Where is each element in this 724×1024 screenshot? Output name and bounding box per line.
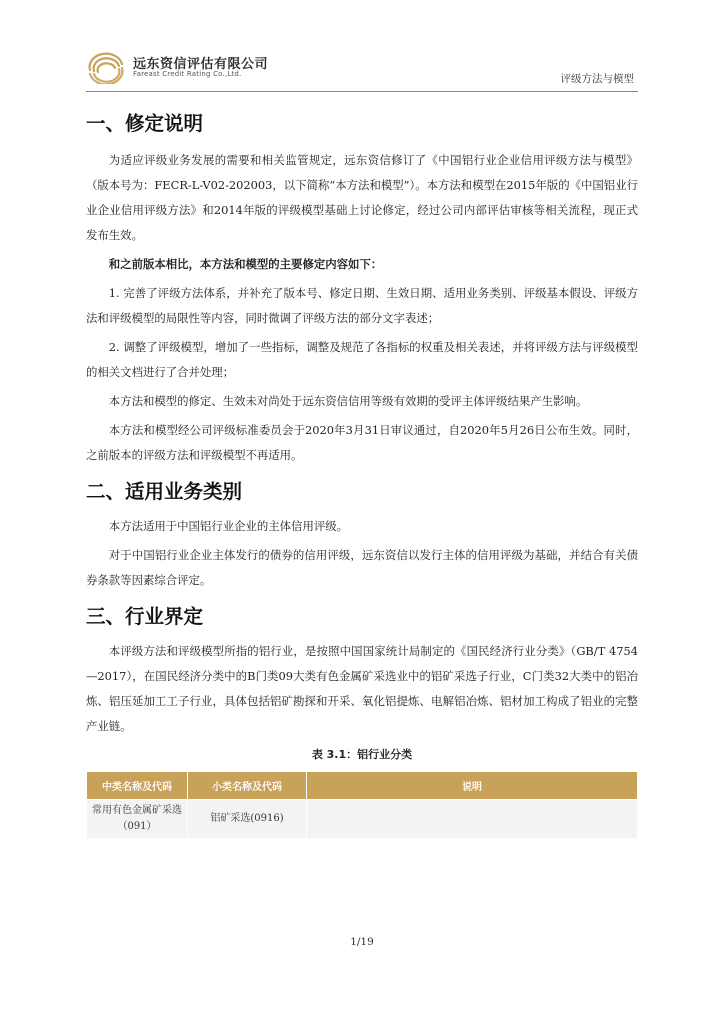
section-heading-revision: 一、修定说明 bbox=[86, 112, 204, 135]
section-heading-industry: 三、行业界定 bbox=[86, 605, 204, 628]
table-row bbox=[87, 800, 638, 839]
paragraph: 对于中国铝行业企业主体发行的债券的信用评级，远东资信以发行主体的信用评级为基础，并结合有关债券条款等因素综合评定。 bbox=[86, 548, 638, 587]
company-name-cn: 远东资信评估有限公司 bbox=[133, 57, 269, 72]
document-type-label: 评级方法与模型 bbox=[560, 73, 634, 85]
paragraph: 为适应评级业务发展的需要和相关监管规定，远东资信修订了《中国铝行业企业信用评级方法与模型》（版本号为：FECR-L-V02-202003，以下简称“本方法和模型”）。本方法和模型在2015年版的《中国铝业行业企业信用评级方法》和2014年版的评级模型基础上讨论修定，经过公司内部评估审核等相关流程，现正式发布生效。 bbox=[86, 153, 638, 242]
section-heading-scope: 二、适用业务类别 bbox=[86, 480, 243, 503]
paragraph: 1. 完善了评级方法体系，并补充了版本号、修定日期、生效日期、适用业务类别、评级基本假设、评级方法和评级模型的局限性等内容，同时微调了评级方法的部分文字表述； bbox=[86, 286, 638, 325]
header-divider bbox=[86, 91, 638, 92]
table-cell bbox=[307, 800, 638, 839]
table-cell: 常用有色金属矿采选（091） bbox=[87, 800, 188, 839]
column-header: 中类名称及代码 bbox=[87, 772, 188, 800]
table-header-row bbox=[87, 772, 638, 800]
column-header: 小类名称及代码 bbox=[188, 772, 307, 800]
table-caption: 表 3.1：铝行业分类 bbox=[311, 748, 413, 761]
page-header bbox=[86, 50, 638, 92]
concentric-ring-logo-icon bbox=[86, 50, 126, 84]
table-cell: 铝矿采选(0916) bbox=[188, 800, 307, 839]
paragraph: 本方法和模型的修定、生效未对尚处于远东资信信用等级有效期的受评主体评级结果产生影响。 bbox=[108, 394, 588, 408]
paragraph: 本方法和模型经公司评级标准委员会于2020年3月31日审议通过，自2020年5月26日公布生效。同时，之前版本的评级方法和评级模型不再适用。 bbox=[86, 423, 638, 462]
column-header: 说明 bbox=[307, 772, 638, 800]
paragraph: 2. 调整了评级模型，增加了一些指标，调整及规范了各指标的权重及相关表述，并将评级方法与评级模型的相关文档进行了合并处理； bbox=[86, 340, 638, 379]
paragraph-bold: 和之前版本相比，本方法和模型的主要修定内容如下： bbox=[108, 257, 383, 271]
industry-classification-table bbox=[86, 771, 638, 839]
company-name-en: Fareast Credit Rating Co.,Ltd. bbox=[133, 70, 242, 78]
paragraph: 本方法适用于中国铝行业企业的主体信用评级。 bbox=[108, 519, 349, 533]
page-number: 1/19 bbox=[350, 936, 374, 948]
paragraph: 本评级方法和评级模型所指的铝行业，是按照中国国家统计局制定的《国民经济行业分类》（GB/T 4754—2017），在国民经济分类中的B门类09大类有色金属矿采选业中的铝矿采选子行业，C门类32大类中的铝冶炼、铝压延加工工子行业，具体包括铝矿勘探和开采、氧化铝提炼、电解铝冶炼、铝材加工构成了铝业的完整产业链。 bbox=[86, 644, 638, 733]
document-body bbox=[86, 110, 638, 839]
